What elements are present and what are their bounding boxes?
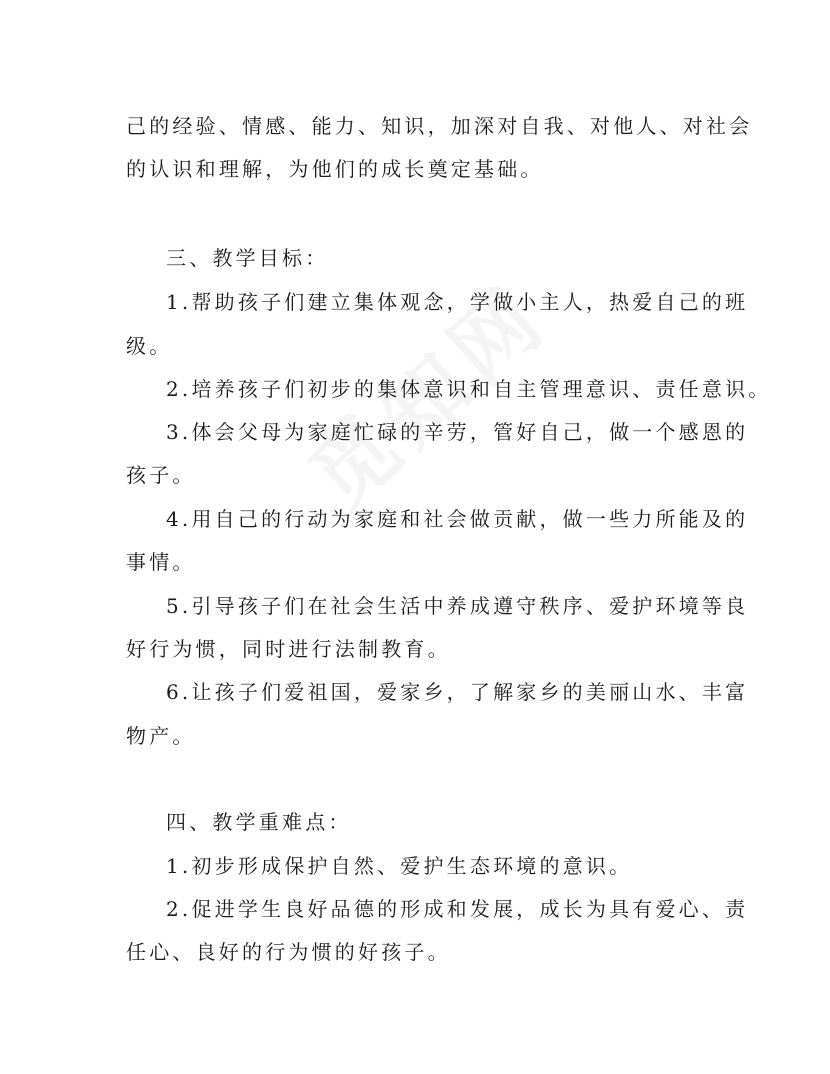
objective-item-line: 5.引导孩子们在社会生活中养成遵守秩序、爱护环境等良 — [166, 594, 749, 618]
intro-line: 的认识和理解，为他们的成长奠定基础。 — [126, 157, 544, 181]
objective-item-line: 2.培养孩子们初步的集体意识和自主管理意识、责任意识。 — [166, 377, 772, 401]
objective-item-line: 物产。 — [126, 724, 196, 748]
key-point-item-line: 任心、良好的行为惯的好孩子。 — [126, 940, 451, 964]
objective-item-line: 孩子。 — [126, 463, 196, 487]
objective-item-line: 3.体会父母为家庭忙碌的辛劳，管好自己，做一个感恩的 — [166, 420, 749, 444]
objective-item-line: 1.帮助孩子们建立集体观念，学做小主人，热爱自己的班 — [166, 290, 749, 314]
section-heading-objectives: 三、教学目标： — [166, 246, 329, 270]
key-point-item-line: 2.促进学生良好品德的形成和发展，成长为具有爱心、责 — [166, 897, 749, 921]
section-heading-key-points: 四、教学重难点： — [166, 810, 352, 834]
objective-item-line: 6.让孩子们爱祖国，爱家乡，了解家乡的美丽山水、丰富 — [166, 680, 749, 704]
objective-item-line: 级。 — [126, 334, 173, 358]
intro-line: 己的经验、情感、能力、知识，加深对自我、对他人、对社会 — [126, 114, 753, 138]
objective-item-line: 好行为惯，同时进行法制教育。 — [126, 637, 451, 661]
key-point-item-line: 1.初步形成保护自然、爱护生态环境的意识。 — [166, 854, 633, 878]
objective-item-line: 事情。 — [126, 550, 196, 574]
objective-item-line: 4.用自己的行动为家庭和社会做贡献，做一些力所能及的 — [166, 507, 749, 531]
